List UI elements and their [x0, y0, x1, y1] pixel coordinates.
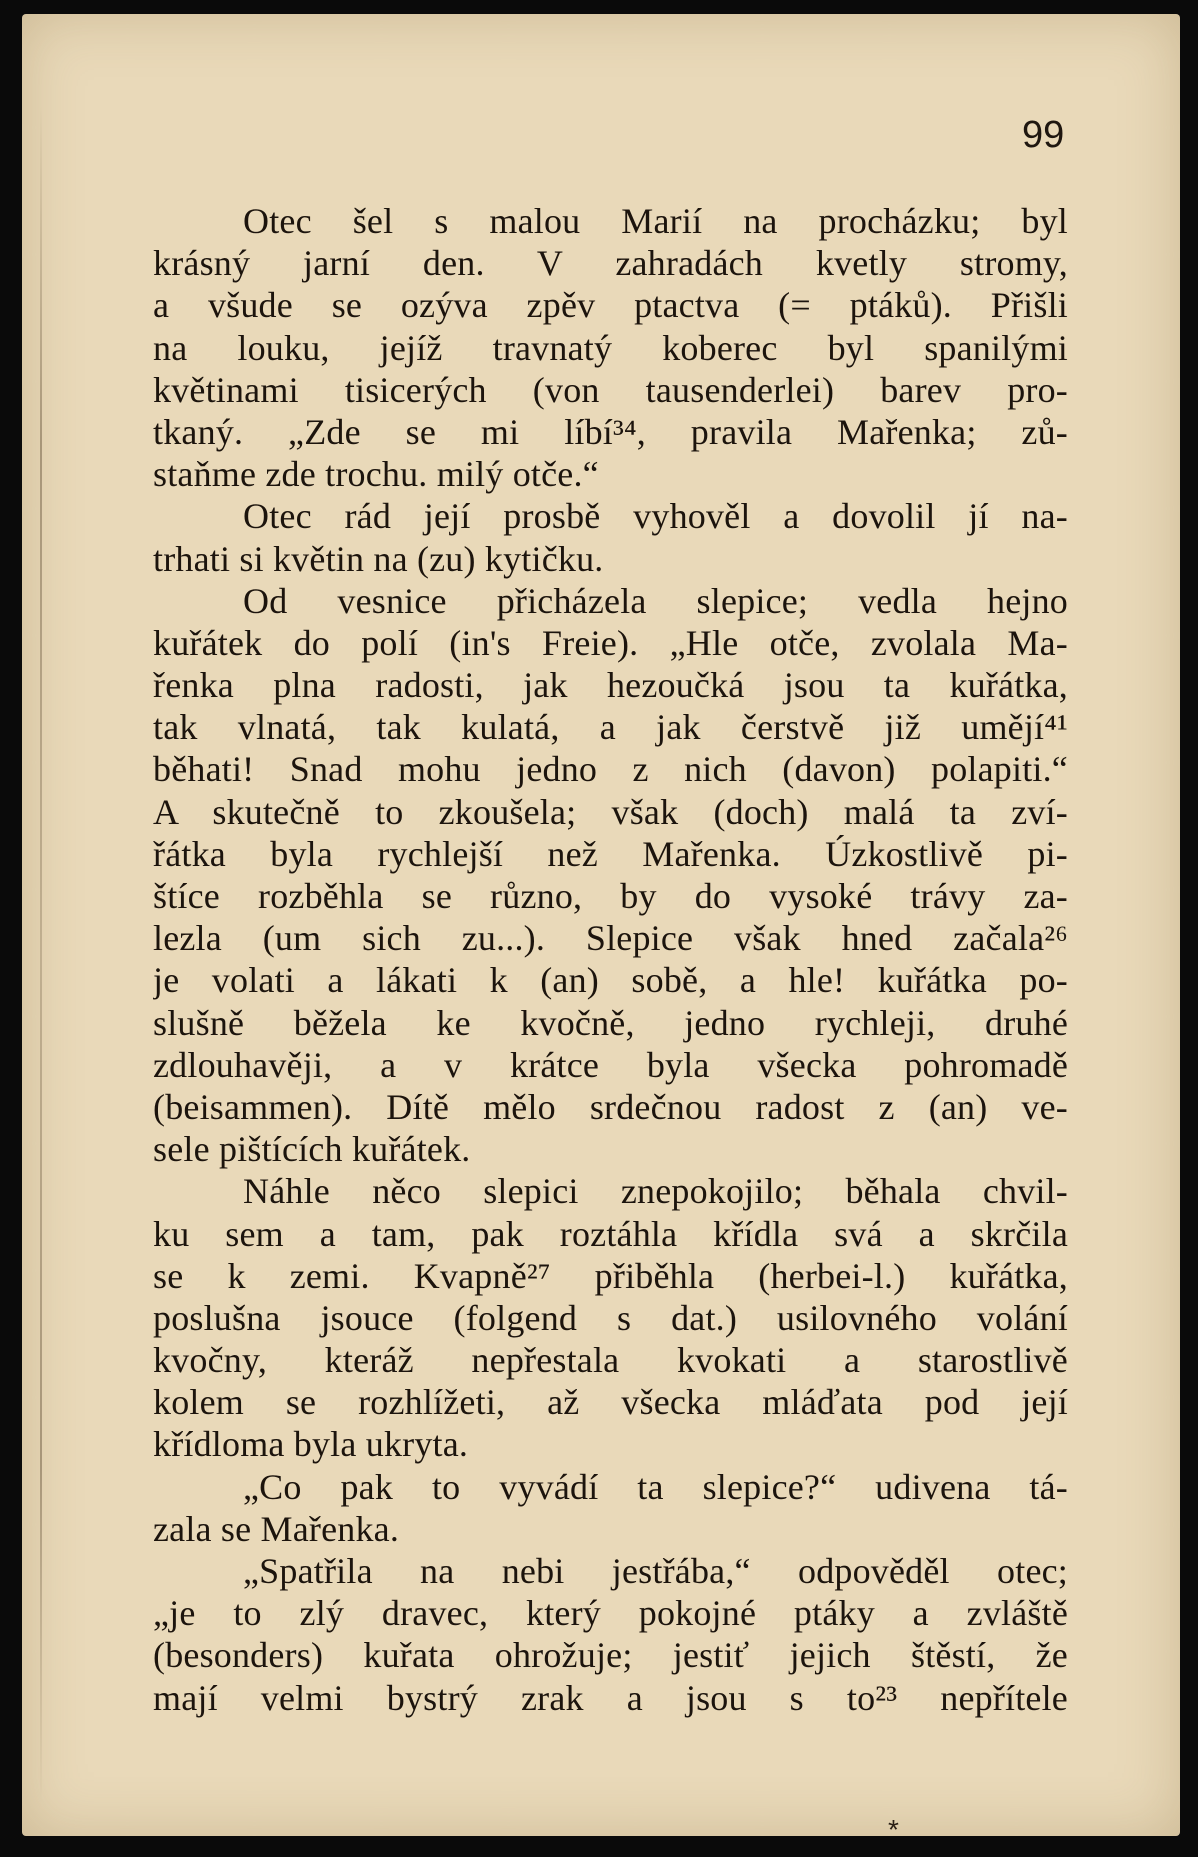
body-text: [153, 200, 1068, 1719]
text-line: sele pištících kuřátek.: [153, 1129, 471, 1170]
text-line: slušně běžela ke kvočně, jedno rychleji, druhé: [153, 1002, 1068, 1043]
text-line: štíce rozběhla se různo, by do vysoké trávy za-: [153, 876, 1068, 916]
text-line: na louku, jejíž travnatý koberec byl spanilými: [153, 327, 1068, 368]
text-line: lezla (um sich zu...). Slepice však hned začala²⁶: [153, 918, 1068, 959]
text-line: se k zemi. Kvapně²⁷ přiběhla (herbei-l.) kuřátka,: [153, 1255, 1068, 1296]
text-line: trhati si květin na (zu) kytičku.: [153, 538, 604, 579]
text-line: květinami tisicerých (von tausenderlei) barev pro-: [153, 369, 1068, 410]
text-line: zdlouhavěji, a v krátce byla všecka pohromadě: [153, 1044, 1068, 1085]
text-line: ku sem a tam, pak roztáhla křídla svá a skrčila: [153, 1213, 1068, 1254]
text-line: Náhle něco slepici znepokojilo; běhala chvil-: [243, 1171, 1068, 1212]
text-line: a všude se ozýva zpěv ptactva (= ptáků). Přišli: [153, 285, 1068, 326]
text-line: křídloma byla ukryta.: [153, 1424, 469, 1465]
text-line: řenka plna radosti, jak hezoučká jsou ta kuřátka,: [153, 665, 1068, 706]
text-line: „je to zlý dravec, který pokojné ptáky a zvláště: [153, 1593, 1068, 1634]
text-line: kolem se rozhlížeti, až všecka mláďata pod její: [153, 1382, 1068, 1423]
binding-shadow: [40, 104, 42, 1804]
text-line: staňme zde trochu. milý otče.“: [153, 454, 599, 495]
signature-mark: *: [888, 1814, 899, 1845]
text-line: Otec rád její prosbě vyhověl a dovolil jí na-: [243, 496, 1068, 537]
text-line: „Spatřila na nebi jestřába,“ odpověděl otec;: [243, 1551, 1068, 1591]
book-page: [22, 14, 1180, 1845]
text-line: (besonders) kuřata ohrožuje; jestiť jejich štěstí, že: [153, 1635, 1068, 1676]
text-line: kvočny, kteráž nepřestala kvokati a starostlivě: [153, 1340, 1068, 1381]
text-line: A skutečně to zkoušela; však (doch) malá ta zví-: [153, 791, 1068, 832]
text-line: je volati a lákati k (an) sobě, a hle! kuřátka po-: [153, 960, 1068, 1001]
text-line: (beisammen). Dítě mělo srdečnou radost z (an) ve-: [153, 1086, 1068, 1127]
text-line: Od vesnice přicházela slepice; vedla hejno: [243, 580, 1068, 621]
text-line: zala se Mařenka.: [153, 1508, 400, 1549]
text-line: kuřátek do polí (in's Freie). „Hle otče, zvolala Ma-: [153, 622, 1068, 663]
text-line: poslušna jsouce (folgend s dat.) usilovného volání: [153, 1297, 1068, 1338]
text-line: tak vlnatá, tak kulatá, a jak čerstvě již umějí⁴¹: [153, 707, 1068, 748]
page-number: 99: [1022, 114, 1065, 156]
text-line: krásný jarní den. V zahradách kvetly stromy,: [153, 243, 1068, 284]
text-line: mají velmi bystrý zrak a jsou s to²³ nepřítele: [153, 1677, 1068, 1718]
text-line: tkaný. „Zde se mi líbí³⁴, pravila Mařenka; zů-: [153, 411, 1068, 452]
text-line: Otec šel s malou Marií na procházku; byl: [243, 201, 1068, 241]
text-line: „Co pak to vyvádí ta slepice?“ udivena tá-: [243, 1466, 1068, 1507]
text-line: řátka byla rychlejší než Mařenka. Úzkostlivě pi-: [153, 833, 1068, 874]
text-line: běhati! Snad mohu jedno z nich (davon) polapiti.“: [153, 749, 1068, 790]
